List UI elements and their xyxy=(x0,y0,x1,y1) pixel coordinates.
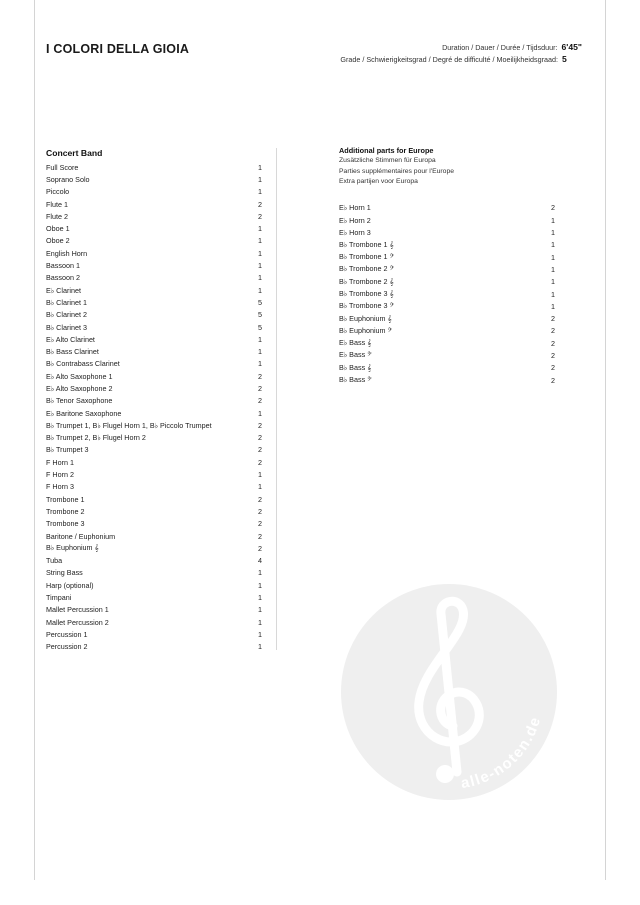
part-quantity: 1 xyxy=(258,273,262,283)
part-name: Timpani xyxy=(46,593,72,603)
concert-part-row xyxy=(46,432,262,444)
page-border-right xyxy=(605,0,606,880)
part-name: Flute 2 xyxy=(46,211,68,221)
concert-part-row xyxy=(46,407,262,419)
column-divider xyxy=(276,148,277,650)
grade-value: 5 xyxy=(562,54,567,64)
part-name: B♭ Bass 𝄢 xyxy=(339,375,372,385)
piece-title: I COLORI DELLA GIOIA xyxy=(46,42,190,56)
part-quantity: 1 xyxy=(551,289,555,299)
part-name: Bassoon 1 xyxy=(46,261,80,271)
part-quantity: 1 xyxy=(258,224,262,234)
europe-part-row xyxy=(339,374,555,386)
concert-part-row xyxy=(46,370,262,382)
concert-part-row xyxy=(46,345,262,357)
part-quantity: 2 xyxy=(551,314,555,324)
europe-part-row xyxy=(339,337,555,349)
part-quantity: 2 xyxy=(258,433,262,443)
part-name: Oboe 1 xyxy=(46,224,70,234)
part-quantity: 1 xyxy=(551,215,555,225)
part-name: E♭ Horn 3 xyxy=(339,228,371,238)
part-quantity: 2 xyxy=(258,445,262,455)
part-quantity: 1 xyxy=(258,285,262,295)
part-quantity: 1 xyxy=(258,642,262,652)
part-name: B♭ Trumpet 1, B♭ Flugel Horn 1, B♭ Piccolo Trumpet xyxy=(46,420,212,430)
part-quantity: 2 xyxy=(551,350,555,360)
part-quantity: 1 xyxy=(551,240,555,250)
part-quantity: 1 xyxy=(258,617,262,627)
part-quantity: 1 xyxy=(258,347,262,357)
europe-part-row xyxy=(339,288,555,300)
concert-part-row xyxy=(46,628,262,640)
part-quantity: 2 xyxy=(258,457,262,467)
europe-part-row xyxy=(339,349,555,361)
part-quantity: 4 xyxy=(258,556,262,566)
concert-part-row xyxy=(46,333,262,345)
part-quantity: 1 xyxy=(258,580,262,590)
europe-part-row xyxy=(339,362,555,374)
part-quantity: 1 xyxy=(258,248,262,258)
concert-part-row xyxy=(46,555,262,567)
part-name: String Bass xyxy=(46,568,83,578)
part-quantity: 2 xyxy=(551,203,555,213)
concert-part-row xyxy=(46,641,262,653)
concert-part-row xyxy=(46,542,262,554)
part-quantity: 1 xyxy=(258,187,262,197)
part-quantity: 1 xyxy=(258,470,262,480)
part-quantity: 1 xyxy=(551,301,555,311)
concert-part-row xyxy=(46,505,262,517)
concert-part-row xyxy=(46,198,262,210)
part-quantity: 1 xyxy=(258,482,262,492)
part-name: Percussion 1 xyxy=(46,629,88,639)
part-quantity: 2 xyxy=(258,531,262,541)
europe-part-row xyxy=(339,251,555,263)
part-name: E♭ Alto Saxophone 2 xyxy=(46,383,113,393)
part-quantity: 1 xyxy=(258,261,262,271)
grade-label: Grade / Schwierigkeitsgrad / Degré de difficulté / Moeilijkheidsgraad: xyxy=(340,55,558,64)
concert-part-row xyxy=(46,419,262,431)
part-name: Bassoon 2 xyxy=(46,273,80,283)
concert-band-parts-list xyxy=(46,161,262,653)
part-quantity: 2 xyxy=(551,338,555,348)
part-name: E♭ Bass 𝄢 xyxy=(339,350,372,360)
part-quantity: 1 xyxy=(258,359,262,369)
europe-part-row xyxy=(339,325,555,337)
concert-part-row xyxy=(46,247,262,259)
piece-meta xyxy=(340,41,582,65)
part-name: E♭ Alto Saxophone 1 xyxy=(46,371,113,381)
duration-row xyxy=(340,41,582,53)
part-name: Mallet Percussion 2 xyxy=(46,617,109,627)
concert-band-heading: Concert Band xyxy=(46,148,103,158)
part-name: B♭ Bass 𝄞 xyxy=(339,362,372,372)
part-name: B♭ Clarinet 1 xyxy=(46,297,87,307)
concert-part-row xyxy=(46,186,262,198)
concert-part-row xyxy=(46,444,262,456)
europe-parts-column xyxy=(339,146,555,386)
part-name: B♭ Contrabass Clarinet xyxy=(46,359,120,369)
part-quantity: 5 xyxy=(258,322,262,332)
part-quantity: 5 xyxy=(258,310,262,320)
concert-part-row xyxy=(46,591,262,603)
page-border-left xyxy=(34,0,35,880)
part-name: Harp (optional) xyxy=(46,580,94,590)
part-name: B♭ Clarinet 2 xyxy=(46,310,87,320)
concert-part-row xyxy=(46,604,262,616)
part-name: Trombone 3 xyxy=(46,519,85,529)
watermark-text: alle-noten.de xyxy=(459,714,545,793)
europe-part-row xyxy=(339,214,555,226)
europe-subtitle-fr: Parties supplémentaires pour l'Europe xyxy=(339,167,455,175)
part-quantity: 2 xyxy=(258,420,262,430)
part-name: Mallet Percussion 1 xyxy=(46,605,109,615)
concert-part-row xyxy=(46,456,262,468)
concert-part-row xyxy=(46,321,262,333)
part-name: B♭ Trombone 3 𝄞 xyxy=(339,289,394,298)
concert-part-row xyxy=(46,210,262,222)
concert-part-row xyxy=(46,616,262,628)
europe-subtitle-nl: Extra partijen voor Europa xyxy=(339,178,418,186)
concert-part-row xyxy=(46,579,262,591)
concert-part-row xyxy=(46,272,262,284)
part-name: B♭ Euphonium 𝄞 xyxy=(46,543,99,553)
part-quantity: 1 xyxy=(551,228,555,238)
europe-heading: Additional parts for Europe xyxy=(339,146,434,155)
part-name: B♭ Bass Clarinet xyxy=(46,347,99,357)
concert-part-row xyxy=(46,161,262,173)
concert-part-row xyxy=(46,518,262,530)
part-quantity: 5 xyxy=(258,297,262,307)
concert-part-row xyxy=(46,530,262,542)
part-quantity: 1 xyxy=(551,277,555,287)
watermark-logo xyxy=(341,584,557,800)
part-name: B♭ Clarinet 3 xyxy=(46,322,87,332)
part-name: English Horn xyxy=(46,248,88,258)
part-name: Soprano Solo xyxy=(46,174,90,184)
part-name: Baritone / Euphonium xyxy=(46,531,116,541)
concert-part-row xyxy=(46,235,262,247)
duration-label: Duration / Dauer / Durée / Tijdsduur: xyxy=(442,43,558,52)
part-quantity: 2 xyxy=(551,375,555,385)
part-name: B♭ Trombone 3 𝄢 xyxy=(339,301,395,311)
part-name: Percussion 2 xyxy=(46,642,88,652)
part-name: B♭ Trombone 2 𝄢 xyxy=(339,264,395,274)
part-name: F Horn 1 xyxy=(46,457,74,467)
part-quantity: 2 xyxy=(258,383,262,393)
part-quantity: 1 xyxy=(258,408,262,418)
part-name: F Horn 2 xyxy=(46,470,74,480)
europe-part-row xyxy=(339,312,555,324)
part-name: B♭ Trumpet 3 xyxy=(46,445,89,455)
europe-part-row xyxy=(339,226,555,238)
concert-part-row xyxy=(46,259,262,271)
part-quantity: 1 xyxy=(258,334,262,344)
grade-row xyxy=(340,53,582,65)
part-name: E♭ Horn 2 xyxy=(339,215,371,225)
europe-part-row xyxy=(339,276,555,288)
concert-part-row xyxy=(46,481,262,493)
part-name: B♭ Trombone 2 𝄞 xyxy=(339,276,394,286)
part-quantity: 2 xyxy=(551,326,555,336)
part-quantity: 2 xyxy=(258,506,262,516)
part-quantity: 1 xyxy=(258,605,262,615)
part-name: E♭ Horn 1 xyxy=(339,203,371,213)
part-name: Piccolo xyxy=(46,187,70,197)
concert-part-row xyxy=(46,284,262,296)
concert-part-row xyxy=(46,493,262,505)
europe-part-row xyxy=(339,202,555,214)
part-quantity: 2 xyxy=(258,199,262,209)
part-quantity: 1 xyxy=(258,174,262,184)
part-name: E♭ Bass 𝄞 xyxy=(339,338,372,348)
part-name: B♭ Euphonium 𝄞 xyxy=(339,313,392,323)
concert-part-row xyxy=(46,296,262,308)
concert-part-row xyxy=(46,173,262,185)
concert-part-row xyxy=(46,567,262,579)
part-quantity: 2 xyxy=(258,519,262,529)
part-name: E♭ Clarinet xyxy=(46,285,81,295)
part-quantity: 1 xyxy=(258,162,262,172)
part-name: Trombone 1 xyxy=(46,494,85,504)
part-name: Oboe 2 xyxy=(46,236,70,246)
part-name: B♭ Tenor Saxophone xyxy=(46,396,113,406)
part-quantity: 2 xyxy=(258,396,262,406)
concert-part-row xyxy=(46,222,262,234)
part-quantity: 2 xyxy=(258,543,262,553)
part-name: Tuba xyxy=(46,556,63,566)
concert-band-column xyxy=(46,147,262,653)
treble-clef-icon xyxy=(341,584,557,800)
part-quantity: 1 xyxy=(551,264,555,274)
part-quantity: 1 xyxy=(551,252,555,262)
part-name: B♭ Trombone 1 𝄢 xyxy=(339,252,395,262)
europe-part-row xyxy=(339,239,555,251)
europe-part-row xyxy=(339,263,555,275)
part-quantity: 1 xyxy=(258,568,262,578)
part-name: Full Score xyxy=(46,162,79,172)
europe-parts-list xyxy=(339,202,555,386)
concert-part-row xyxy=(46,395,262,407)
part-quantity: 1 xyxy=(258,629,262,639)
part-name: Trombone 2 xyxy=(46,506,85,516)
part-name: B♭ Trumpet 2, B♭ Flugel Horn 2 xyxy=(46,433,146,443)
part-name: E♭ Alto Clarinet xyxy=(46,334,95,344)
part-quantity: 1 xyxy=(258,236,262,246)
concert-part-row xyxy=(46,309,262,321)
europe-subtitle-de: Zusätzliche Stimmen für Europa xyxy=(339,157,436,164)
part-quantity: 2 xyxy=(258,494,262,504)
part-quantity: 2 xyxy=(258,211,262,221)
part-name: Flute 1 xyxy=(46,199,68,209)
concert-part-row xyxy=(46,468,262,480)
duration-value: 6'45" xyxy=(561,42,582,52)
part-quantity: 2 xyxy=(551,363,555,373)
concert-part-row xyxy=(46,382,262,394)
europe-part-row xyxy=(339,300,555,312)
part-name: F Horn 3 xyxy=(46,482,74,492)
part-quantity: 2 xyxy=(258,371,262,381)
concert-part-row xyxy=(46,358,262,370)
part-quantity: 1 xyxy=(258,593,262,603)
part-name: B♭ Euphonium 𝄢 xyxy=(339,325,393,335)
part-name: B♭ Trombone 1 𝄞 xyxy=(339,239,394,249)
part-name: E♭ Baritone Saxophone xyxy=(46,408,122,418)
